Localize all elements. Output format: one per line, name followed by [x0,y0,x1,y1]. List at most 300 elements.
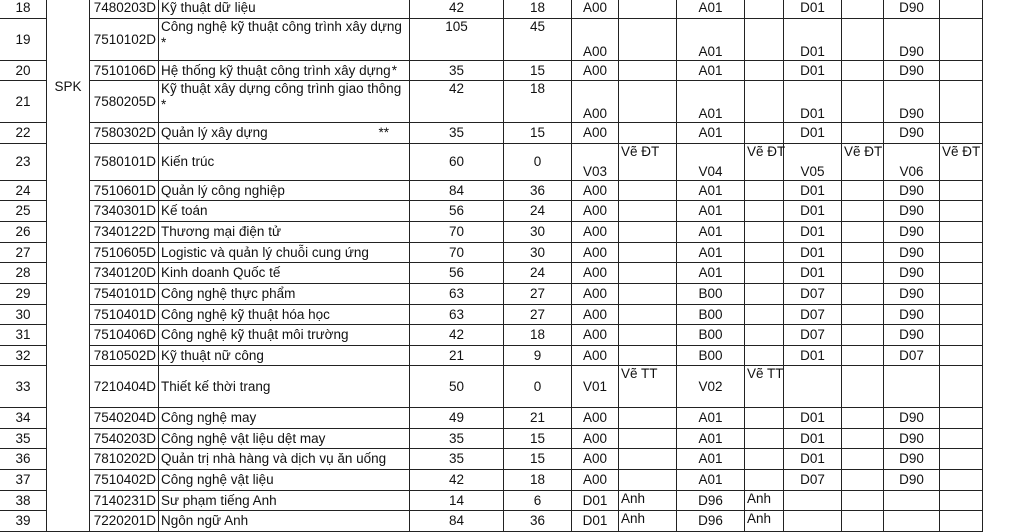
major-name-text: Thiết kế thời trang [161,378,271,394]
major-name-cell [159,263,410,284]
major-name-text: Công nghệ thực phẩm [161,286,296,301]
major-name-cell [159,366,410,408]
subject-combo-4-cell: D90 [884,408,940,429]
major-note-mark [389,307,407,323]
subject-combo-1-cell: A00 [572,284,619,305]
subject-combo-2-cell: V04 [677,144,745,181]
subject-combo-1-cell: A00 [572,325,619,346]
major-code-cell: 7340120D [90,263,159,284]
subject-combo-4-note-cell: Vẽ ĐT [940,144,983,181]
subject-combo-2-note-cell [745,325,784,346]
major-code-cell: 7480203D [90,0,159,19]
subject-combo-2-note-cell: Vẽ ĐT [745,144,784,181]
subject-combo-2-note-cell [745,0,784,19]
subject-combo-4-note-cell [940,243,983,263]
subject-combo-3-cell: D07 [784,305,842,325]
table-row [0,0,1010,19]
subject-combo-4-note-cell [940,181,983,201]
subject-combo-2-cell: A01 [677,243,745,263]
major-code-cell: 7540204D [90,408,159,429]
quota-other-cell: 15 [504,123,572,144]
subject-combo-2-note-cell [745,81,784,123]
subject-combo-2-note-cell [745,429,784,449]
major-name-text: Công nghệ kỹ thuật hóa học [161,306,330,322]
subject-combo-1-cell: A00 [572,346,619,366]
quota-other-cell: 15 [504,61,572,81]
subject-combo-2-note-cell: Anh [745,511,784,532]
major-code-cell: 7510406D [90,325,159,346]
subject-combo-2-note-cell [745,408,784,429]
row-number-cell: 35 [0,429,47,449]
subject-combo-2-cell: B00 [677,305,745,325]
subject-combo-3-note-cell: Vẽ ĐT [842,144,884,181]
table-row [0,366,1010,408]
subject-combo-2-cell: A01 [677,61,745,81]
subject-combo-2-cell: A01 [677,123,745,144]
subject-combo-3-note-cell [842,263,884,284]
subject-combo-1-note-cell: Anh [619,511,677,532]
subject-combo-2-note-cell [745,346,784,366]
subject-combo-1-note-cell [619,81,677,123]
quota-other-cell: 36 [504,511,572,532]
quota-other-cell: 24 [504,201,572,222]
quota-exam-cell: 63 [410,284,504,305]
subject-combo-2-note-cell [745,263,784,284]
major-code-cell: 7540101D [90,284,159,305]
row-number-cell: 39 [0,511,47,532]
major-note-mark [389,410,407,426]
subject-combo-3-cell [784,511,842,532]
subject-combo-1-cell: D01 [572,511,619,532]
quota-exam-cell: 42 [410,81,504,123]
subject-combo-4-cell: D90 [884,201,940,222]
subject-combo-2-note-cell: Vẽ TT [745,366,784,408]
subject-combo-2-cell: A01 [677,201,745,222]
major-code-cell: 7580205D [90,81,159,123]
quota-exam-cell: 42 [410,0,504,19]
subject-combo-3-note-cell [842,222,884,243]
table-row [0,144,1010,181]
major-code-cell: 7510605D [90,243,159,263]
subject-combo-3-cell: V05 [784,144,842,181]
major-name-cell [159,305,410,325]
subject-combo-1-cell: V01 [572,366,619,408]
major-code-cell: 7510401D [90,305,159,325]
quota-other-cell: 9 [504,346,572,366]
quota-other-cell: 0 [504,366,572,408]
subject-combo-4-note-cell [940,449,983,470]
quota-other-cell: 18 [504,325,572,346]
table-row [0,201,1010,222]
major-name-text: Công nghệ kỹ thuật môi trường [161,327,349,342]
major-note-mark [389,472,407,488]
row-number-cell: 30 [0,305,47,325]
major-name-text: Quản lý xây dựng [161,125,268,140]
table-row [0,61,1010,81]
quota-other-cell: 24 [504,263,572,284]
major-name-text: Sư phạm tiếng Anh [161,492,277,508]
subject-combo-1-note-cell: Anh [619,491,677,511]
major-code-cell: 7540203D [90,429,159,449]
quota-exam-cell: 63 [410,305,504,325]
row-number-cell: 29 [0,284,47,305]
subject-combo-3-cell: D01 [784,123,842,144]
subject-combo-2-cell: A01 [677,408,745,429]
table-row [0,19,1010,61]
table-row [0,346,1010,366]
subject-combo-3-note-cell [842,81,884,123]
subject-combo-4-note-cell [940,470,983,491]
subject-combo-4-note-cell [940,19,983,61]
table-row [0,81,1010,123]
major-name-text: Công nghệ vật liệu dệt may [161,430,326,446]
major-name-text: Công nghệ vật liệu [161,472,274,487]
major-name-cell [159,181,410,201]
subject-combo-3-note-cell [842,243,884,263]
subject-combo-1-cell: A00 [572,408,619,429]
major-name-cell [159,511,410,532]
major-name-text: Công nghệ kỹ thuật công trình xây dựng * [161,19,402,50]
major-name-text: Quản trị nhà hàng và dịch vụ ăn uống [161,451,387,466]
subject-combo-3-cell [784,366,842,408]
major-code-cell: 7510106D [90,61,159,81]
quota-other-cell: 18 [504,0,572,19]
subject-combo-1-cell: A00 [572,0,619,19]
subject-combo-4-note-cell [940,61,983,81]
subject-combo-1-note-cell [619,0,677,19]
subject-combo-4-cell: D90 [884,222,940,243]
major-name-cell [159,222,410,243]
subject-combo-1-note-cell [619,325,677,346]
major-note-mark [389,379,407,395]
quota-exam-cell: 35 [410,123,504,144]
quota-exam-cell: 56 [410,263,504,284]
major-name-cell [159,201,410,222]
quota-exam-cell: 42 [410,325,504,346]
major-note-mark [389,513,407,529]
subject-combo-3-note-cell [842,305,884,325]
subject-combo-2-note-cell [745,123,784,144]
major-name-cell [159,19,410,61]
quota-exam-cell: 35 [410,449,504,470]
subject-combo-3-note-cell [842,346,884,366]
major-name-text: Thương mại điện tử [161,224,281,239]
major-name-cell [159,429,410,449]
major-code-cell: 7810202D [90,449,159,470]
subject-combo-1-note-cell [619,408,677,429]
subject-combo-4-cell: V06 [884,144,940,181]
major-note-mark [389,154,407,170]
subject-combo-3-cell: D01 [784,408,842,429]
subject-combo-4-cell [884,491,940,511]
subject-combo-2-cell: A01 [677,470,745,491]
subject-combo-1-note-cell [619,429,677,449]
subject-combo-3-note-cell [842,429,884,449]
subject-combo-1-cell: D01 [572,491,619,511]
subject-combo-2-note-cell: Anh [745,491,784,511]
subject-combo-4-cell: D90 [884,470,940,491]
subject-combo-4-note-cell [940,201,983,222]
subject-combo-2-note-cell [745,305,784,325]
subject-combo-1-cell: A00 [572,470,619,491]
row-number-cell: 22 [0,123,47,144]
subject-combo-4-cell: D90 [884,325,940,346]
row-number-cell: 37 [0,470,47,491]
quota-other-cell: 27 [504,284,572,305]
subject-combo-2-note-cell [745,201,784,222]
subject-combo-2-cell: A01 [677,449,745,470]
subject-combo-4-cell [884,366,940,408]
major-name-cell [159,470,410,491]
school-code-cell: SPK [47,0,90,532]
major-code-cell: 7140231D [90,491,159,511]
major-name-cell [159,243,410,263]
subject-combo-3-note-cell [842,201,884,222]
major-code-cell: 7580302D [90,123,159,144]
subject-combo-1-note-cell [619,449,677,470]
subject-combo-3-cell: D01 [784,243,842,263]
subject-combo-2-cell: A01 [677,81,745,123]
major-code-cell: 7510402D [90,470,159,491]
subject-combo-3-note-cell [842,19,884,61]
quota-other-cell: 45 [504,19,572,61]
major-note-mark [389,0,407,16]
subject-combo-2-cell: A01 [677,181,745,201]
major-name-text: Kỹ thuật nữ công [161,347,264,363]
subject-combo-4-note-cell [940,81,983,123]
quota-exam-cell: 35 [410,61,504,81]
quota-other-cell: 21 [504,408,572,429]
subject-combo-4-cell: D90 [884,243,940,263]
major-note-mark [389,286,407,302]
subject-combo-4-cell: D90 [884,123,940,144]
subject-combo-1-note-cell: Vẽ ĐT [619,144,677,181]
subject-combo-1-note-cell [619,346,677,366]
row-number-cell: 23 [0,144,47,181]
subject-combo-4-note-cell [940,346,983,366]
quota-other-cell: 36 [504,181,572,201]
quota-exam-cell: 84 [410,511,504,532]
subject-combo-2-cell: D96 [677,511,745,532]
quota-exam-cell: 105 [410,19,504,61]
major-name-cell [159,325,410,346]
major-code-cell: 7580101D [90,144,159,181]
subject-combo-3-cell: D01 [784,429,842,449]
subject-combo-4-cell: D90 [884,19,940,61]
major-code-cell: 7510601D [90,181,159,201]
row-number-cell: 18 [0,0,47,19]
subject-combo-4-note-cell [940,408,983,429]
quota-other-cell: 18 [504,81,572,123]
row-number-cell: 32 [0,346,47,366]
subject-combo-2-cell: A01 [677,263,745,284]
table-row [0,222,1010,243]
subject-combo-1-note-cell [619,123,677,144]
subject-combo-3-cell: D01 [784,263,842,284]
subject-combo-2-cell: D96 [677,491,745,511]
subject-combo-1-cell: A00 [572,305,619,325]
major-code-cell: 7340301D [90,201,159,222]
table-row [0,123,1010,144]
subject-combo-2-note-cell [745,222,784,243]
major-name-text: Kiến trúc [161,154,215,169]
subject-combo-1-note-cell: Vẽ TT [619,366,677,408]
subject-combo-1-note-cell [619,19,677,61]
major-name-cell [159,491,410,511]
table-row [0,325,1010,346]
subject-combo-3-cell: D01 [784,0,842,19]
subject-combo-1-cell: A00 [572,243,619,263]
subject-combo-3-note-cell [842,325,884,346]
row-number-cell: 28 [0,263,47,284]
major-name-cell [159,0,410,19]
quota-exam-cell: 70 [410,222,504,243]
subject-combo-1-cell: A00 [572,263,619,284]
major-note-mark [389,245,407,261]
subject-combo-4-note-cell [940,284,983,305]
major-name-cell [159,61,410,81]
subject-combo-3-cell: D01 [784,181,842,201]
row-number-cell: 20 [0,61,47,81]
subject-combo-4-note-cell [940,0,983,19]
quota-exam-cell: 42 [410,470,504,491]
quota-other-cell: 0 [504,144,572,181]
subject-combo-1-note-cell [619,305,677,325]
subject-combo-3-note-cell [842,470,884,491]
subject-combo-1-cell: A00 [572,222,619,243]
subject-combo-3-note-cell [842,366,884,408]
major-code-cell: 7510102D [90,19,159,61]
subject-combo-1-cell: A00 [572,19,619,61]
subject-combo-2-cell: V02 [677,366,745,408]
subject-combo-4-cell: D07 [884,346,940,366]
major-name-text: Kỹ thuật xây dựng công trình giao thông * [161,81,402,112]
major-code-cell: 7220201D [90,511,159,532]
row-number-cell: 27 [0,243,47,263]
subject-combo-4-note-cell [940,429,983,449]
subject-combo-4-cell: D90 [884,61,940,81]
quota-other-cell: 18 [504,470,572,491]
subject-combo-4-cell: D90 [884,284,940,305]
subject-combo-3-cell: D01 [784,222,842,243]
subject-combo-1-cell: A00 [572,201,619,222]
subject-combo-2-cell: A01 [677,429,745,449]
quota-exam-cell: 70 [410,243,504,263]
subject-combo-3-cell: D01 [784,81,842,123]
subject-combo-3-cell: D01 [784,61,842,81]
subject-combo-1-note-cell [619,263,677,284]
major-name-text: Kỹ thuật dữ liệu [161,0,256,15]
major-name-text: Ngôn ngữ Anh [161,513,249,528]
row-number-cell: 34 [0,408,47,429]
subject-combo-4-cell: D90 [884,0,940,19]
subject-combo-2-note-cell [745,470,784,491]
subject-combo-4-note-cell [940,366,983,408]
subject-combo-4-cell: D90 [884,429,940,449]
subject-combo-1-cell: V03 [572,144,619,181]
major-name-text: Hệ thống kỹ thuật công trình xây dựng [161,62,391,78]
subject-combo-4-cell: D90 [884,263,940,284]
subject-combo-2-cell: B00 [677,346,745,366]
quota-exam-cell: 60 [410,144,504,181]
subject-combo-2-note-cell [745,19,784,61]
major-name-text: Kinh doanh Quốc tế [161,265,281,280]
subject-combo-3-note-cell [842,449,884,470]
major-note-mark [389,493,407,509]
subject-combo-2-note-cell [745,243,784,263]
major-note-mark [389,431,407,447]
quota-exam-cell: 50 [410,366,504,408]
major-name-cell [159,284,410,305]
subject-combo-1-note-cell [619,61,677,81]
table-row [0,491,1010,511]
subject-combo-3-cell: D07 [784,470,842,491]
row-number-cell: 19 [0,19,47,61]
subject-combo-3-cell: D01 [784,449,842,470]
subject-combo-4-cell: D90 [884,181,940,201]
major-note-mark [389,224,407,240]
subject-combo-3-note-cell [842,123,884,144]
subject-combo-2-note-cell [745,61,784,81]
subject-combo-4-note-cell [940,123,983,144]
subject-combo-1-cell: A00 [572,81,619,123]
major-name-cell [159,144,410,181]
major-name-cell [159,81,410,123]
row-number-cell: 38 [0,491,47,511]
subject-combo-3-cell: D07 [784,284,842,305]
subject-combo-4-note-cell [940,305,983,325]
subject-combo-1-note-cell [619,470,677,491]
table-row [0,305,1010,325]
table-row [0,263,1010,284]
table-row [0,243,1010,263]
quota-other-cell: 27 [504,305,572,325]
major-code-cell: 7340122D [90,222,159,243]
subject-combo-4-note-cell [940,263,983,284]
table-row [0,181,1010,201]
table-row [0,449,1010,470]
quota-exam-cell: 35 [410,429,504,449]
quota-exam-cell: 49 [410,408,504,429]
table-row [0,470,1010,491]
major-name-text: Công nghệ may [161,410,257,425]
row-number-cell: 36 [0,449,47,470]
major-note-mark [389,203,407,219]
table-row [0,511,1010,532]
major-note-mark [389,451,407,467]
subject-combo-1-note-cell [619,201,677,222]
major-note-mark [389,265,407,281]
major-code-cell: 7810502D [90,346,159,366]
subject-combo-3-cell: D01 [784,19,842,61]
row-number-cell: 33 [0,366,47,408]
subject-combo-4-note-cell [940,511,983,532]
major-name-text: Quản lý công nghiệp [161,182,285,198]
subject-combo-1-note-cell [619,284,677,305]
subject-combo-3-cell [784,491,842,511]
subject-combo-3-note-cell [842,284,884,305]
row-number-cell: 31 [0,325,47,346]
row-number-cell: 26 [0,222,47,243]
subject-combo-3-cell: D01 [784,346,842,366]
subject-combo-3-note-cell [842,408,884,429]
major-note-mark [389,348,407,364]
subject-combo-4-cell: D90 [884,449,940,470]
major-code-cell: 7210404D [90,366,159,408]
subject-combo-2-cell: B00 [677,325,745,346]
subject-combo-4-cell [884,511,940,532]
subject-combo-4-note-cell [940,222,983,243]
